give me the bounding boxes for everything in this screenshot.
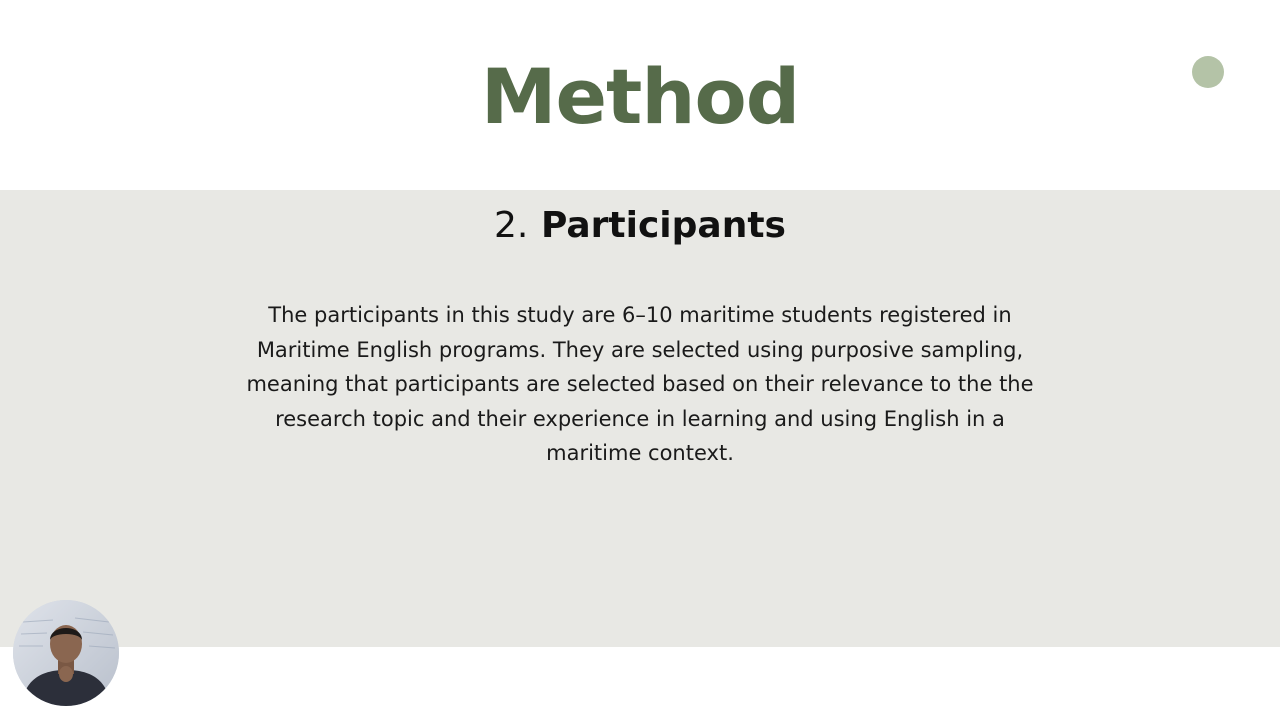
accent-dot bbox=[1192, 56, 1224, 88]
section-number: 2. bbox=[494, 205, 529, 246]
slide-title: Method bbox=[480, 52, 800, 141]
section-heading bbox=[0, 203, 1280, 249]
body-paragraph: The participants in this study are 6–10 maritime students registered in Maritime English programs. They are selected using purposive sampling, meaning that participants are selected based on their relevance to the the research topic and their experience in learning and using English in a maritime context. bbox=[246, 303, 1034, 465]
section-title: Participants bbox=[540, 205, 786, 246]
presenter-webcam-icon bbox=[13, 600, 119, 706]
